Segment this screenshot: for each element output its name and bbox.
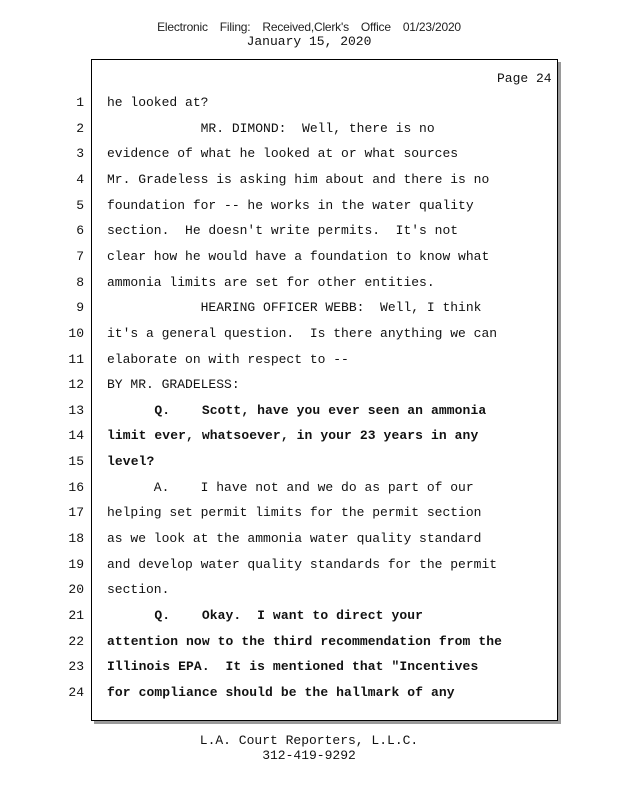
line-number: 20 — [68, 582, 84, 598]
transcript-line — [0, 527, 618, 553]
line-number: 5 — [76, 197, 84, 213]
line-text: and develop water quality standards for the permit — [107, 556, 498, 572]
transcript-line — [0, 630, 618, 656]
line-text: for compliance should be the hallmark of any — [107, 684, 455, 700]
reporter-phone: 312-419-9292 — [262, 748, 356, 763]
filing-part: Electronic — [157, 20, 208, 34]
transcript-line — [0, 142, 618, 168]
transcript-line — [0, 219, 618, 245]
line-number: 19 — [68, 556, 84, 572]
line-text: section. He doesn't write permits. It's not — [107, 223, 459, 239]
line-text: MR. DIMOND: Well, there is no — [107, 120, 435, 136]
transcript-line — [0, 348, 618, 374]
filing-part: Received,Clerk's — [262, 20, 349, 34]
transcript-line — [0, 450, 618, 476]
page-number: Page 24 — [497, 71, 552, 86]
line-number: 22 — [68, 633, 84, 649]
transcript-line — [0, 424, 618, 450]
line-text: helping set permit limits for the permit section — [107, 505, 482, 521]
transcript-line — [0, 501, 618, 527]
line-text: Mr. Gradeless is asking him about and there is no — [107, 171, 490, 187]
line-text: elaborate on with respect to -- — [107, 351, 349, 367]
line-number: 1 — [76, 95, 84, 110]
transcript-line — [0, 117, 618, 143]
line-number: 12 — [68, 377, 84, 393]
line-number: 16 — [68, 479, 84, 495]
line-number: 2 — [76, 120, 84, 136]
line-text: section. — [107, 582, 170, 598]
line-number: 15 — [68, 454, 84, 470]
transcript-line — [0, 91, 618, 117]
transcript-line — [0, 604, 618, 630]
line-text: ammonia limits are set for other entities. — [107, 274, 435, 290]
line-text: level? — [107, 454, 155, 470]
filing-part: Office — [360, 20, 391, 34]
line-number: 23 — [68, 659, 84, 675]
filing-header — [0, 20, 618, 49]
line-text: foundation for -- he works in the water quality — [107, 197, 474, 213]
line-number: 6 — [76, 223, 84, 239]
line-text: HEARING OFFICER WEBB: Well, I think — [107, 300, 482, 316]
line-number: 13 — [68, 402, 84, 418]
line-text: he looked at? — [107, 95, 209, 110]
line-number: 14 — [68, 428, 84, 444]
line-number: 21 — [68, 608, 84, 623]
reporter-footer — [0, 733, 618, 763]
filing-stamp — [0, 20, 618, 34]
line-text: limit ever, whatsoever, in your 23 years in any — [107, 428, 479, 444]
line-number: 7 — [76, 248, 84, 264]
transcript-line — [0, 553, 618, 579]
transcript-line — [0, 194, 618, 220]
transcript-line — [0, 681, 618, 707]
transcript-line — [0, 399, 618, 425]
transcript-line — [0, 245, 618, 271]
transcript-line — [0, 476, 618, 502]
transcript-date: January 15, 2020 — [246, 34, 372, 49]
reporter-company: L.A. Court Reporters, L.L.C. — [199, 733, 419, 748]
line-text: as we look at the ammonia water quality standard — [107, 531, 482, 547]
line-number: 10 — [68, 325, 84, 341]
transcript-line — [0, 655, 618, 681]
line-text: A. I have not and we do as part of our — [107, 479, 474, 495]
transcript-line — [0, 271, 618, 297]
line-number: 3 — [76, 146, 84, 162]
line-number: 17 — [68, 505, 84, 521]
transcript-line — [0, 578, 618, 604]
line-text: it's a general question. Is there anything we can — [107, 325, 498, 341]
transcript-line — [0, 296, 618, 322]
line-text: Q. Okay. I want to direct your — [107, 608, 424, 623]
line-number: 4 — [76, 171, 84, 187]
line-text: BY MR. GRADELESS: — [107, 377, 240, 393]
line-text: attention now to the third recommendation from the — [107, 633, 503, 649]
line-text: Illinois EPA. It is mentioned that "Incentives — [107, 659, 479, 675]
line-number: 24 — [68, 684, 84, 700]
transcript-line — [0, 168, 618, 194]
line-number: 8 — [76, 274, 84, 290]
line-text: evidence of what he looked at or what sources — [107, 146, 459, 162]
line-number: 18 — [68, 531, 84, 547]
line-number: 9 — [76, 300, 84, 316]
transcript-line — [0, 373, 618, 399]
line-text: Q. Scott, have you ever seen an ammonia — [107, 402, 487, 418]
transcript-line — [0, 322, 618, 348]
line-number: 11 — [68, 351, 84, 367]
line-text: clear how he would have a foundation to know what — [107, 248, 490, 264]
filing-part: Filing: — [219, 20, 251, 34]
filing-part: 01/23/2020 — [402, 20, 461, 34]
